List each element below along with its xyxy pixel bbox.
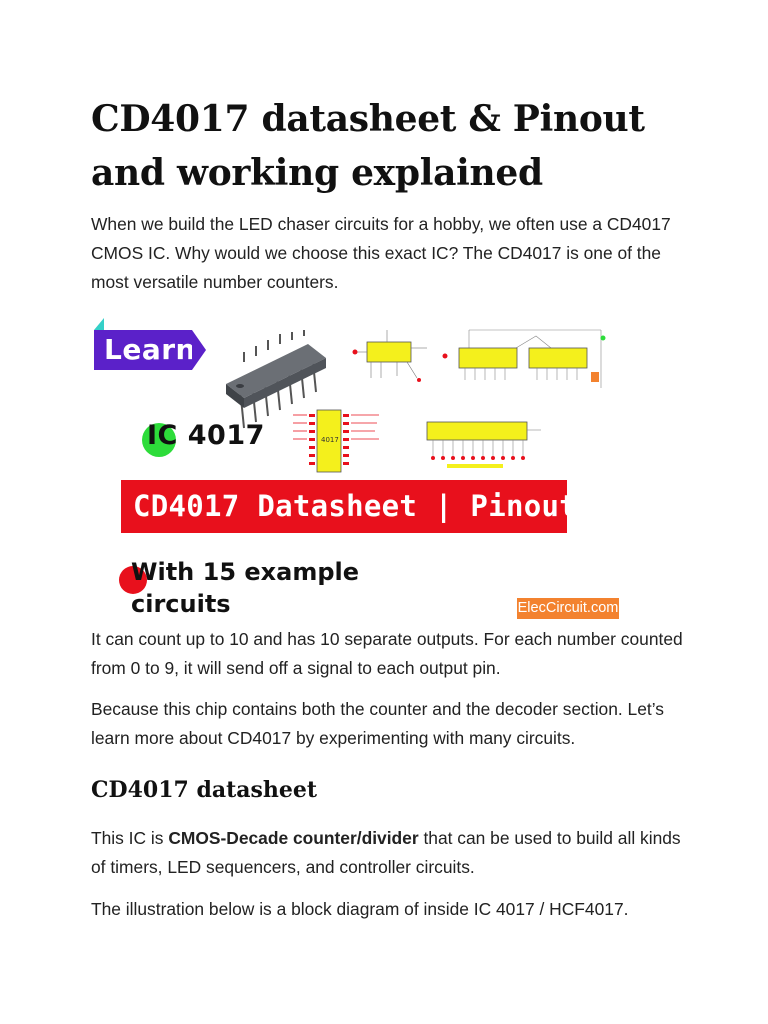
banner-subtitle: [131, 556, 359, 620]
hero-image: [91, 316, 621, 622]
intro-paragraph: When we build the LED chaser circuits for a hobby, we often use a CD4017 CMOS IC. Why would we choose this exact IC? The CD4017 is one of the most versatile number counters.: [91, 214, 671, 292]
subtitle-line-1: With 15 example: [131, 558, 360, 586]
learn-tab-decoration: [94, 318, 104, 330]
ic-text-bold: CMOS-Decade counter/divider: [168, 828, 419, 848]
schematic-thumbnail-1: [347, 328, 432, 390]
learn-badge: Learn: [94, 330, 192, 370]
learn-arrow-icon: [192, 330, 206, 370]
section-heading: CD4017 datasheet: [91, 777, 318, 803]
ic-paragraph: [91, 824, 691, 882]
illustration-paragraph: The illustration below is a block diagram of inside IC 4017 / HCF4017.: [91, 899, 629, 919]
page-title: CD4017 datasheet & Pinout and working explained: [91, 98, 645, 194]
ic-label: IC 4017: [147, 420, 265, 451]
pinout-thumbnail: [289, 406, 399, 476]
ic-text-end: that can be used to build all kinds of timers, LED sequencers, and controller circuits.: [91, 828, 681, 877]
banner-title: CD4017 Datasheet | Pinout: [121, 480, 567, 533]
chip-paragraph: Because this chip contains both the counter and the decoder section. Let’s learn more about CD4017 by experimenting with many circuits.: [91, 699, 664, 748]
count-paragraph: It can count up to 10 and has 10 separate outputs. For each number counted from 0 to 9, it will send off a signal to each output pin.: [91, 629, 683, 678]
schematic-thumbnail-3: [417, 412, 547, 474]
brand-logo: ElecCircuit.com: [517, 598, 619, 619]
schematic-thumbnail-2: [441, 324, 616, 398]
pinout-chip-label: 4017: [321, 436, 339, 444]
subtitle-line-2: circuits: [131, 590, 231, 618]
ic-text-start: This IC is: [91, 828, 169, 848]
